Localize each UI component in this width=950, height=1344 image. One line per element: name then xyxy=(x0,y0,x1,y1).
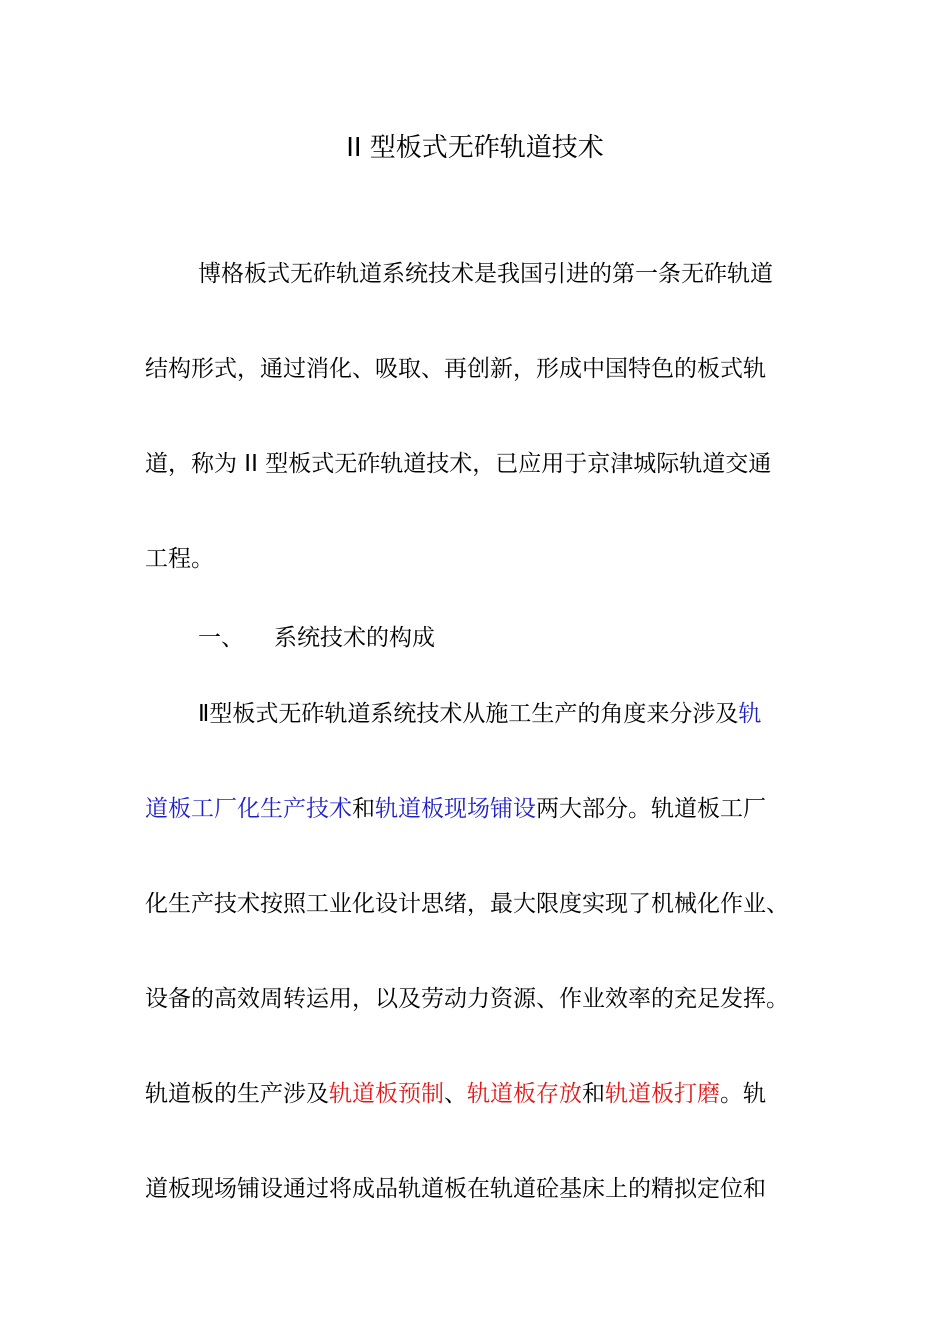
paragraph-2-separator: 、 xyxy=(444,1081,467,1107)
paragraph-2-line-1-text: Ⅱ型板式无砟轨道系统技术从施工生产的角度来分涉及 xyxy=(198,701,739,727)
paragraph-1-line-4: 工程。 xyxy=(145,546,214,572)
paragraph-2-line-2 xyxy=(145,791,766,827)
highlight-slab-grinding: 轨道板打磨 xyxy=(605,1081,720,1107)
link-track-slab-field-laying[interactable]: 轨道板现场铺设 xyxy=(375,796,536,822)
paragraph-2-line-5-end: 。轨 xyxy=(720,1081,766,1107)
paragraph-2-line-5 xyxy=(145,1076,766,1112)
link-track-slab-factory-production[interactable]: 道板工厂化生产技术 xyxy=(145,796,352,822)
section-1-title: 系统技术的构成 xyxy=(274,625,435,651)
section-1-heading xyxy=(198,620,435,656)
paragraph-2-and-1: 和 xyxy=(352,796,375,822)
link-track-slab-factory-start[interactable]: 轨 xyxy=(738,701,762,727)
highlight-slab-storage: 轨道板存放 xyxy=(467,1081,582,1107)
paragraph-1-line-3: 道，称为 II 型板式无砟轨道技术，已应用于京津城际轨道交通 xyxy=(145,451,772,477)
document-title: II 型板式无砟轨道技术 xyxy=(346,133,604,163)
section-1-number: 一、 xyxy=(198,625,244,651)
paragraph-2-line-6: 道板现场铺设通过将成品轨道板在轨道砼基床上的精拟定位和 xyxy=(145,1176,766,1202)
paragraph-1-line-2: 结构形式，通过消化、吸取、再创新，形成中国特色的板式轨 xyxy=(145,356,766,382)
highlight-slab-precast: 轨道板预制 xyxy=(329,1081,444,1107)
paragraph-1-line-1: 博格板式无砟轨道系统技术是我国引进的第一条无砟轨道 xyxy=(198,261,773,287)
paragraph-2-line-4: 设备的高效周转运用，以及劳动力资源、作业效率的充足发挥。 xyxy=(145,986,789,1012)
paragraph-2-line-3: 化生产技术按照工业化设计思绪，最大限度实现了机械化作业、 xyxy=(145,891,789,917)
paragraph-2-line-2-text: 两大部分。轨道板工厂 xyxy=(536,796,766,822)
paragraph-2-line-5-text: 轨道板的生产涉及 xyxy=(145,1081,329,1107)
paragraph-2-and-2: 和 xyxy=(582,1081,605,1107)
paragraph-2-line-1 xyxy=(198,696,761,732)
